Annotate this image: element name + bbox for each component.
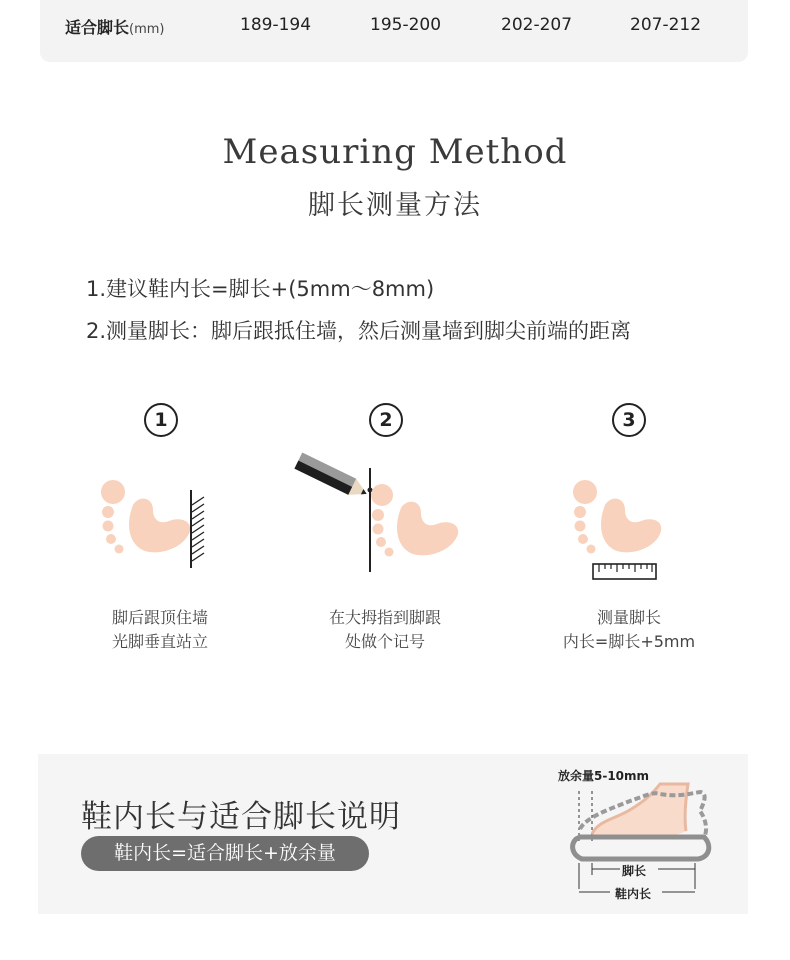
size-unit: (mm) xyxy=(129,22,165,37)
step-1-line-1: 脚后跟顶住墙 xyxy=(111,608,208,627)
step-3-line-2: 内长=脚长+5mm xyxy=(562,632,696,651)
section-title-en: Measuring Method xyxy=(222,132,568,172)
step-number-3: 3 xyxy=(612,403,646,437)
size-value-2: 195-200 xyxy=(370,15,442,35)
inner-length-label: 鞋内长 xyxy=(615,887,652,901)
ruler-measuring-icon xyxy=(565,475,670,585)
step-1-line-2: 光脚垂直站立 xyxy=(111,632,208,651)
step-caption-1 xyxy=(40,606,280,654)
foot-length-label: 脚长 xyxy=(622,864,647,878)
size-value-3: 202-207 xyxy=(501,15,573,35)
allowance-label: 放余量5-10mm xyxy=(558,769,650,783)
size-value-1: 189-194 xyxy=(240,15,312,35)
step-number-2: 2 xyxy=(369,403,403,437)
size-value-4: 207-212 xyxy=(630,15,702,35)
foot-against-wall-icon xyxy=(95,475,215,575)
step-2-line-1: 在大拇指到脚跟 xyxy=(328,608,441,627)
step-number-1: 1 xyxy=(144,403,178,437)
pencil-marking-icon xyxy=(290,450,470,575)
size-label-text: 适合脚长 xyxy=(65,18,130,37)
explanation-panel xyxy=(38,754,748,914)
size-label xyxy=(65,15,165,38)
step-caption-2 xyxy=(265,606,505,654)
step-3-line-1: 测量脚长 xyxy=(596,608,661,627)
explanation-title: 鞋内长与适合脚长说明 xyxy=(81,799,401,835)
size-table xyxy=(40,0,748,62)
rule-1: 1.建议鞋内长=脚长+(5mm～8mm) xyxy=(86,277,435,301)
formula-badge: 鞋内长=适合脚长+放余量 xyxy=(81,836,369,871)
rule-2: 2.测量脚长：脚后跟抵住墙，然后测量墙到脚尖前端的距离 xyxy=(86,319,632,343)
step-caption-3 xyxy=(509,606,749,654)
step-2-line-2: 处做个记号 xyxy=(344,632,425,651)
section-title-cn: 脚长测量方法 xyxy=(308,190,482,221)
